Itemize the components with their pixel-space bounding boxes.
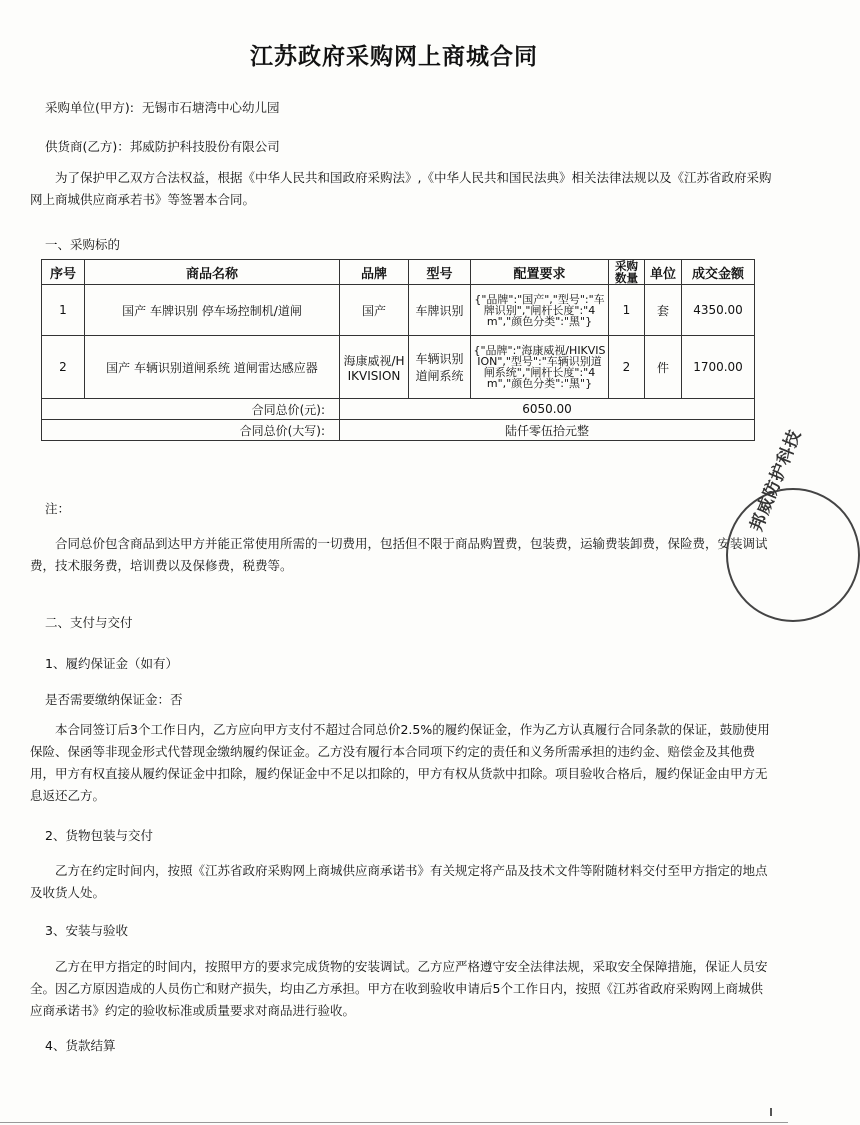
row-model: 车辆识别道闸系统: [409, 336, 471, 399]
row-qty: 2: [609, 336, 645, 399]
col-amount: 成交金额: [682, 260, 755, 285]
row-model: 车牌识别: [409, 285, 471, 336]
buyer-value: 无锡市石塘湾中心幼儿园: [141, 100, 280, 115]
note-label: 注：: [45, 501, 71, 516]
section-1-heading: 一、采购标的: [45, 237, 121, 252]
row-spec: {"品牌":"国产","型号":"车牌识别","闸杆长度":"4m","颜色分类":"黑"}: [471, 285, 609, 336]
sub-1-heading: 1、履约保证金（如有）: [45, 656, 178, 671]
col-model: 型号: [409, 260, 471, 285]
total-cn-value: 陆仟零伍拾元整: [340, 420, 755, 441]
contract-title: 江苏政府采购网上商城合同: [250, 44, 538, 70]
buyer-line: [45, 98, 279, 116]
total-cn-row: [42, 420, 755, 441]
row-qty: 1: [609, 285, 645, 336]
row-no: 1: [42, 285, 85, 336]
scan-mark: [770, 1108, 772, 1116]
supplier-label: 供货商(乙方)：: [45, 139, 130, 154]
row-no: 2: [42, 336, 85, 399]
sub-2-heading: 2、货物包装与交付: [45, 828, 153, 843]
row-name: 国产 车辆识别道闸系统 道闸雷达感应器: [85, 336, 340, 399]
total-row: [42, 399, 755, 420]
row-amount: 1700.00: [682, 336, 755, 399]
sub-4-heading: 4、货款结算: [45, 1038, 116, 1053]
row-name: 国产 车牌识别 停车场控制机/道闸: [85, 285, 340, 336]
row-unit: 套: [645, 285, 682, 336]
col-brand: 品牌: [340, 260, 409, 285]
table-row: [42, 336, 755, 399]
total-value: 6050.00: [340, 399, 755, 420]
deposit-text: 本合同签订后3个工作日内，乙方应向甲方支付不超过合同总价2.5%的履约保证金，作为乙方认真履行合同条款的保证，鼓励使用保险、保函等非现金形式代替现金缴纳履约保证金。乙方没有履行本合同项下约定的责任和义务所需承担的违约金、赔偿金及其他费用，甲方有权直接从履约保证金中扣除，履约保证金中不足以扣除的，甲方有权从货款中扣除。项目验收合格后，履约保证金由甲方无息返还乙方。: [30, 722, 770, 803]
section-2-heading: 二、支付与交付: [45, 615, 133, 630]
buyer-label: 采购单位(甲方):: [45, 100, 134, 115]
row-brand: 海康威视/HIKVISION: [340, 336, 409, 399]
col-spec: 配置要求: [471, 260, 609, 285]
company-seal: [726, 488, 860, 622]
col-no: 序号: [42, 260, 85, 285]
row-amount: 4350.00: [682, 285, 755, 336]
seal-text: 邦威防护科技: [746, 426, 806, 535]
page-bottom-edge: [0, 1122, 788, 1123]
items-table: [41, 259, 755, 441]
col-qty: 采购数量: [609, 260, 645, 285]
sub-3-heading: 3、安装与验收: [45, 923, 128, 938]
col-unit: 单位: [645, 260, 682, 285]
supplier-value: 邦威防护科技股份有限公司: [129, 139, 280, 154]
install-text: 乙方在甲方指定的时间内，按照甲方的要求完成货物的安装调试。乙方应严格遵守安全法律法规，采取安全保障措施，保证人员安全。因乙方原因造成的人员伤亡和财产损失，均由乙方承担。甲方在收到验收申请后5个工作日内，按照《江苏省政府采购网上商城供应商承诺书》约定的验收标准或质量要求对商品进行验收。: [30, 959, 768, 1018]
total-label: 合同总价(元):: [42, 399, 340, 420]
table-header-row: [42, 260, 755, 285]
deposit-question: 是否需要缴纳保证金：否: [45, 692, 183, 707]
delivery-text: 乙方在约定时间内，按照《江苏省政府采购网上商城供应商承诺书》有关规定将产品及技术文件等附随材料交付至甲方指定的地点及收货人处。: [30, 863, 768, 900]
note-text: 合同总价包含商品到达甲方并能正常使用所需的一切费用，包括但不限于商品购置费，包装费，运输费装卸费，保险费，安装调试费，技术服务费，培训费以及保修费，税费等。: [30, 536, 768, 573]
row-spec: {"品牌":"海康威视/HIKVISION","型号":"车辆识别道闸系统","闸杆长度":"4m","颜色分类":"黑"}: [471, 336, 609, 399]
supplier-line: [45, 137, 280, 155]
table-row: [42, 285, 755, 336]
col-name: 商品名称: [85, 260, 340, 285]
row-brand: 国产: [340, 285, 409, 336]
total-cn-label: 合同总价(大写):: [42, 420, 340, 441]
preamble: 为了保护甲乙双方合法权益，根据《中华人民共和国政府采购法》,《中华人民共和国民法典》相关法律法规以及《江苏省政府采购网上商城供应商承若书》等签署本合同。: [30, 170, 772, 207]
row-unit: 件: [645, 336, 682, 399]
